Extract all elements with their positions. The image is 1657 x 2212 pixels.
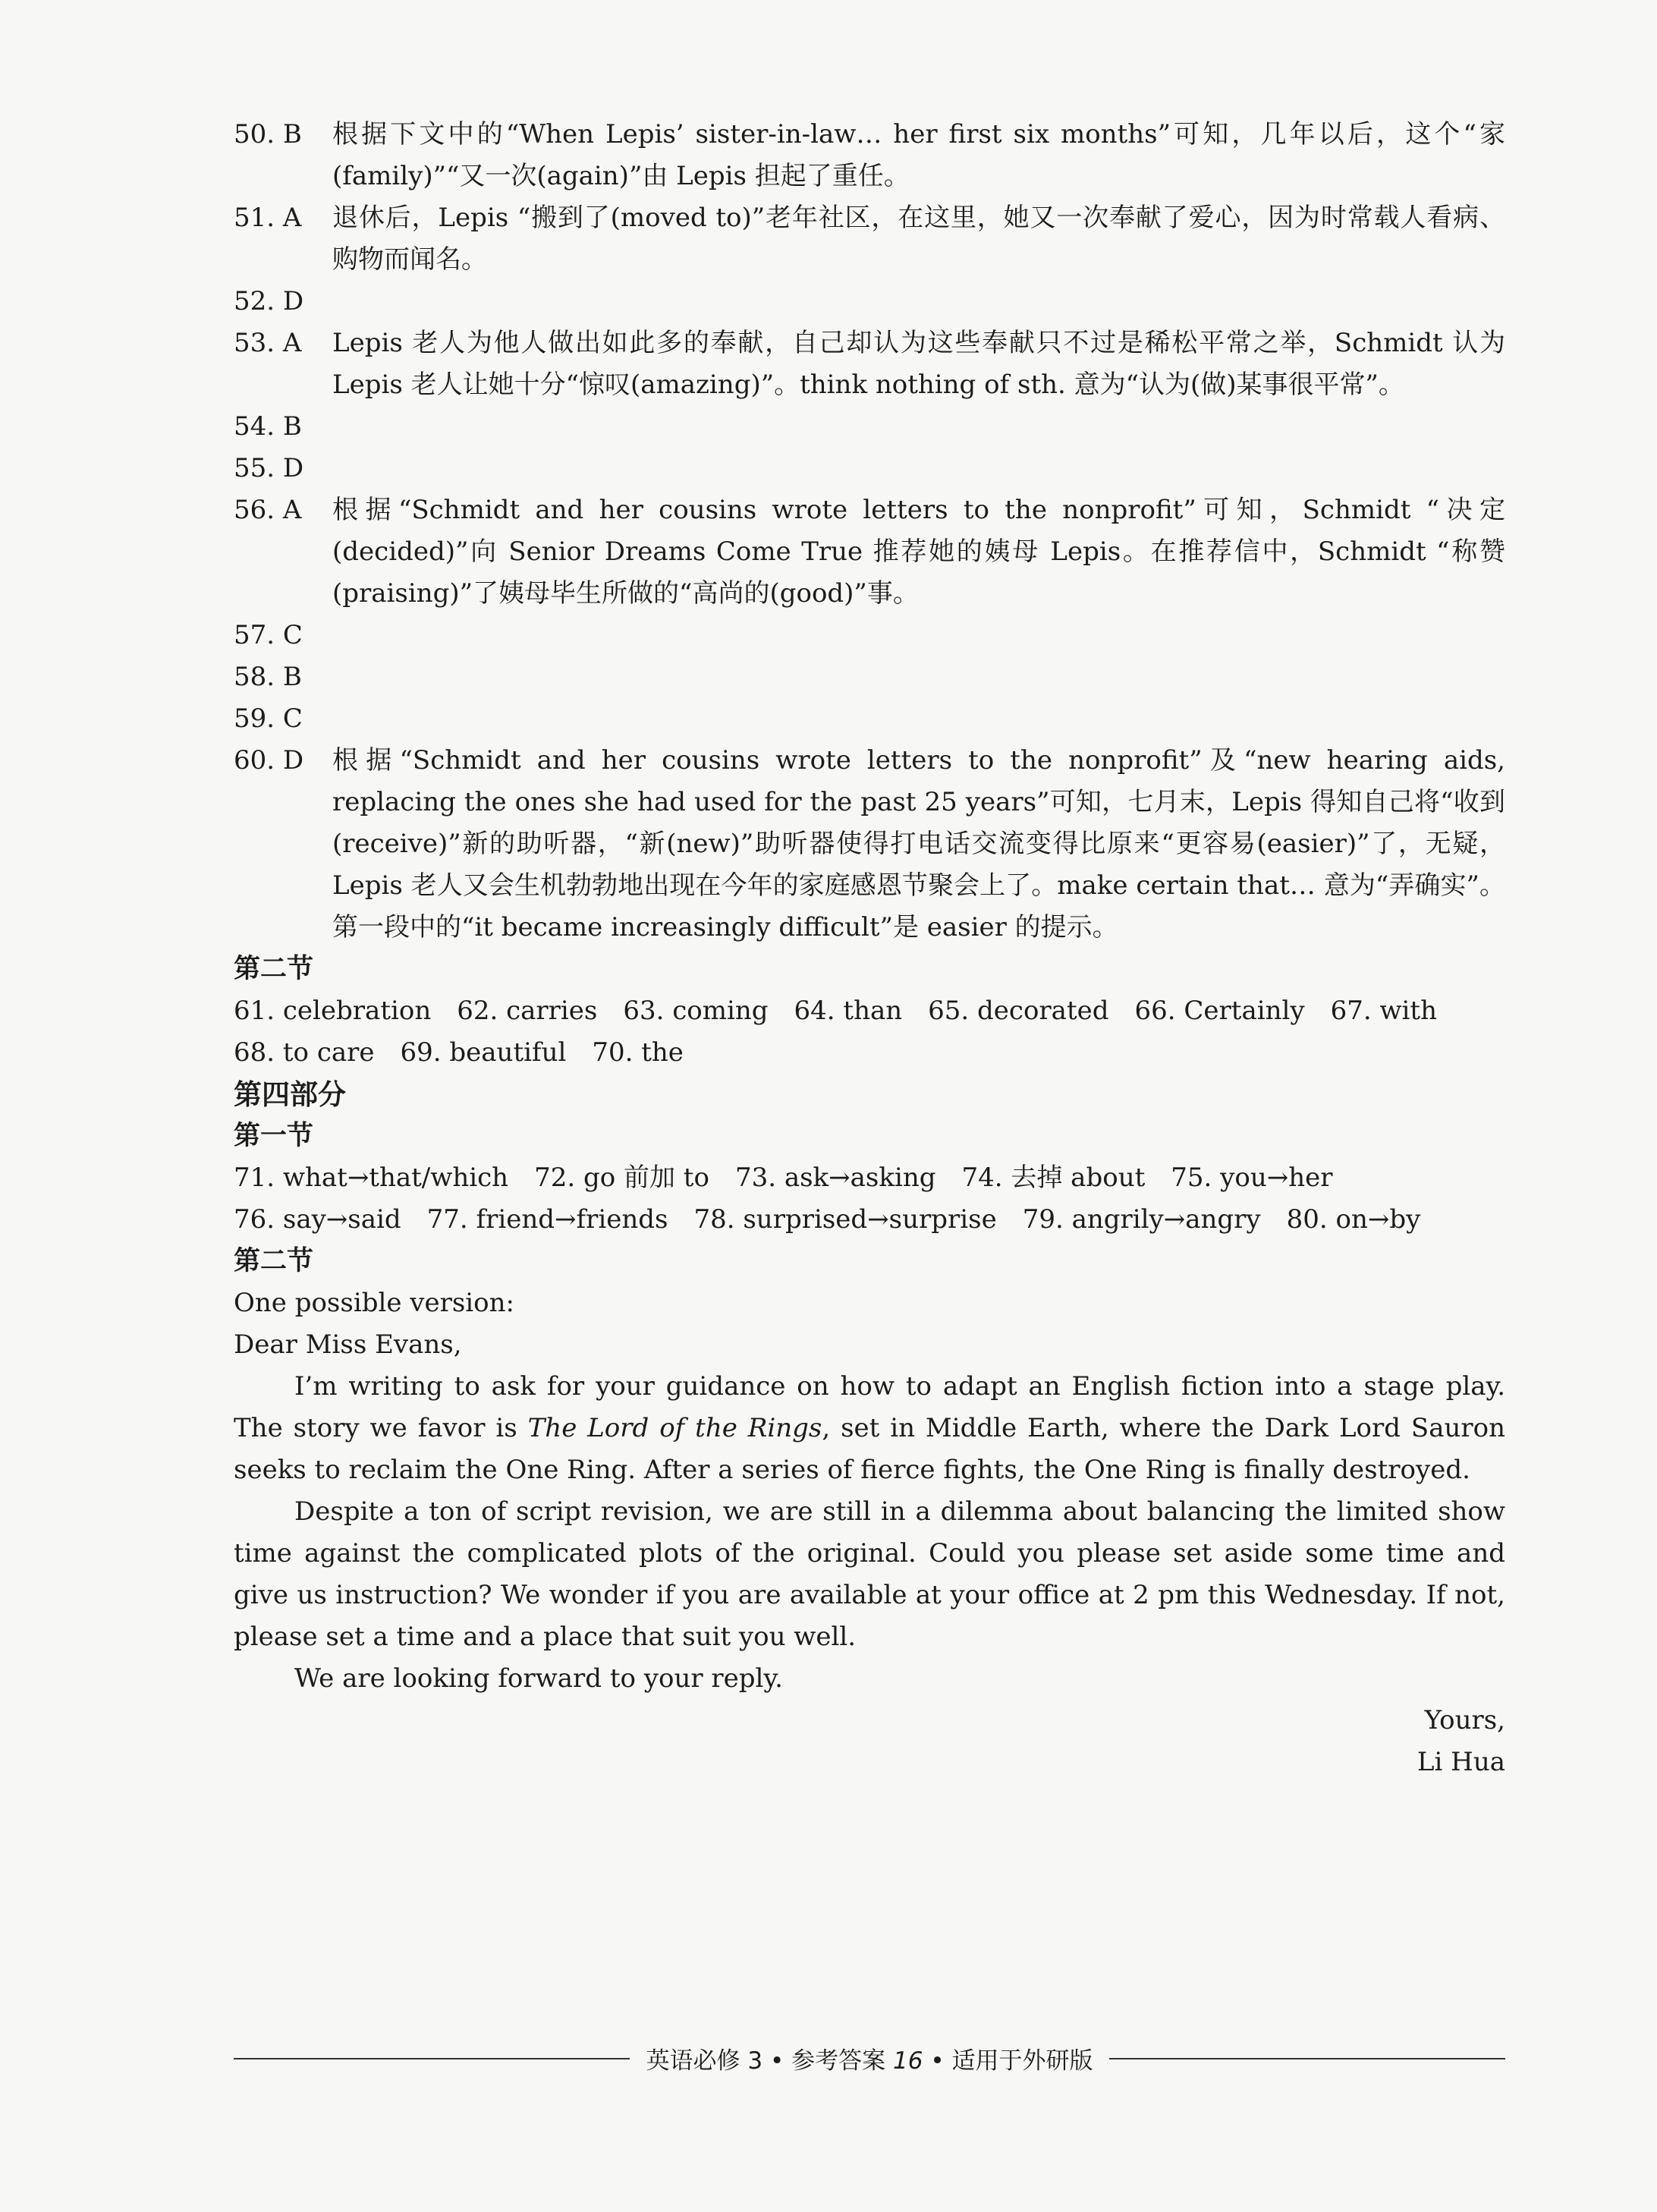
answer-68: 68. to care <box>234 1037 375 1068</box>
answer-67: 67. with <box>1330 996 1437 1026</box>
correction-80: 80. on→by <box>1286 1204 1421 1235</box>
answer-item-58 <box>234 656 1505 698</box>
page-content <box>234 114 1505 1783</box>
answer-number: 50. B <box>234 119 302 149</box>
answer-number: 54. B <box>234 411 302 442</box>
answer-66: 66. Certainly <box>1134 996 1305 1026</box>
footer-edition-label: • 适用于外研版 <box>930 2047 1093 2075</box>
answer-item-55 <box>234 448 1505 489</box>
correction-row-76-80 <box>234 1199 1505 1241</box>
answer-item-60 <box>234 740 1505 949</box>
answer-explanation: 退休后，Lepis “搬到了(moved to)”老年社区，在这里，她又一次奉献了爱心，因为时常载人看病、购物而闻名。 <box>332 203 1505 275</box>
footer-rule-right <box>1109 2058 1505 2059</box>
answer-item-57 <box>234 615 1505 656</box>
section-heading-2: 第二节 <box>234 954 314 984</box>
answer-number: 53. A <box>234 328 302 358</box>
answer-70: 70. the <box>592 1037 684 1068</box>
answer-number: 52. D <box>234 286 304 316</box>
answer-item-54 <box>234 406 1505 448</box>
answer-explanation: 根据下文中的“When Lepis’ sister-in-law… her first six months”可知，几年以后，这个“家(family)”“又一次(again)”由 Lepis 担起了重任。 <box>332 119 1505 191</box>
correction-72: 72. go 前加 to <box>534 1163 709 1193</box>
letter-signature: Li Hua <box>1416 1747 1505 1777</box>
footer-text <box>630 2041 1110 2075</box>
correction-71: 71. what→that/which <box>234 1163 509 1193</box>
answer-number: 60. D <box>234 745 304 776</box>
answer-explanation: Lepis 老人为他人做出如此多的奉献，自己却认为这些奉献只不过是稀松平常之举，Schmidt 认为 Lepis 老人让她十分“惊叹(amazing)”。think nothing of sth. 意为“认为(做)某事很平常”。 <box>332 328 1505 400</box>
answer-number: 55. D <box>234 453 304 483</box>
answer-number: 59. C <box>234 703 303 734</box>
letter-paragraph-2: Despite a ton of script revision, we are still in a dilemma about balancing the limited show time against the complicated plots of the original. Could you please set aside some time and give us instruction? We wonder if you are available at your office at 2 pm this Wednesday. If not, please set a time and a place that suit you well. <box>234 1496 1505 1652</box>
answer-row-61-67 <box>234 990 1505 1032</box>
answer-number: 57. C <box>234 620 303 650</box>
part-heading-4: 第四部分 <box>234 1078 346 1111</box>
letter-p1-after: , set in Middle Earth, where the Dark Lord Sauron seeks to reclaim the One Ring. After a series of fierce fights, the One Ring is finally destroyed. <box>234 1413 1506 1485</box>
answer-explanation: 根据“Schmidt and her cousins wrote letters to the nonprofit”及“new hearing aids, replacing the ones she had used for the past 25 years”可知，七月末，Lepis 得知自己将“收到(receive)”新的助听器，“新(new)”助听器使得打电话交流变得比原来“更容易(easier)”了，无疑，Lepis 老人又会生机勃勃地出现在今年的家庭感恩节聚会上了。make certain that… 意为“弄确实”。第一段中的“it became increasingly difficult”是 easier 的提示。 <box>332 745 1505 942</box>
letter-salutation: Dear Miss Evans, <box>234 1329 462 1360</box>
answer-item-59 <box>234 698 1505 740</box>
section-heading-2-writing: 第二节 <box>234 1246 314 1276</box>
section-heading-1: 第一节 <box>234 1121 314 1151</box>
answer-item-51 <box>234 197 1505 281</box>
letter-p1-before: I’m writing to ask for your guidance on how to adapt an English fiction into a stage play. The story we favor is <box>234 1371 1505 1443</box>
answer-item-56 <box>234 489 1505 615</box>
correction-74: 74. 去掉 about <box>961 1163 1146 1193</box>
page-footer <box>234 2041 1505 2075</box>
letter-closing: Yours, <box>1424 1705 1505 1735</box>
answer-62: 62. carries <box>457 996 598 1026</box>
answer-explanation: 根据“Schmidt and her cousins wrote letters to the nonprofit”可知，Schmidt “决定(decided)”向 Senior Dreams Come True 推荐她的姨母 Lepis。在推荐信中，Schmidt “称赞(praising)”了姨母毕生所做的“高尚的(good)”事。 <box>332 495 1505 609</box>
book-title: The Lord of the Rings <box>527 1413 822 1443</box>
answer-item-52 <box>234 281 1505 323</box>
answer-number: 58. B <box>234 662 302 692</box>
correction-row-71-75 <box>234 1157 1505 1199</box>
letter-paragraph-1 <box>234 1366 1505 1491</box>
answer-69: 69. beautiful <box>400 1037 567 1068</box>
answer-65: 65. decorated <box>928 996 1109 1026</box>
correction-78: 78. surprised→surprise <box>693 1204 997 1235</box>
footer-rule-left <box>234 2058 630 2059</box>
answer-row-68-70 <box>234 1032 1505 1074</box>
answer-number: 51. A <box>234 203 302 233</box>
answer-61: 61. celebration <box>234 996 432 1026</box>
footer-book-label: 英语必修 3 • 参考答案 <box>646 2047 886 2075</box>
correction-77: 77. friend→friends <box>426 1204 668 1235</box>
answer-item-50 <box>234 114 1505 197</box>
correction-79: 79. angrily→angry <box>1022 1204 1261 1235</box>
correction-73: 73. ask→asking <box>734 1163 936 1193</box>
answer-item-53 <box>234 323 1505 406</box>
answer-63: 63. coming <box>623 996 769 1026</box>
correction-76: 76. say→said <box>234 1204 401 1235</box>
letter-paragraph-3: We are looking forward to your reply. <box>294 1663 783 1694</box>
answer-number: 56. A <box>234 495 302 525</box>
correction-75: 75. you→her <box>1171 1163 1333 1193</box>
page-number: 16 <box>893 2047 923 2075</box>
answer-64: 64. than <box>794 996 903 1026</box>
letter-intro: One possible version: <box>234 1288 514 1318</box>
